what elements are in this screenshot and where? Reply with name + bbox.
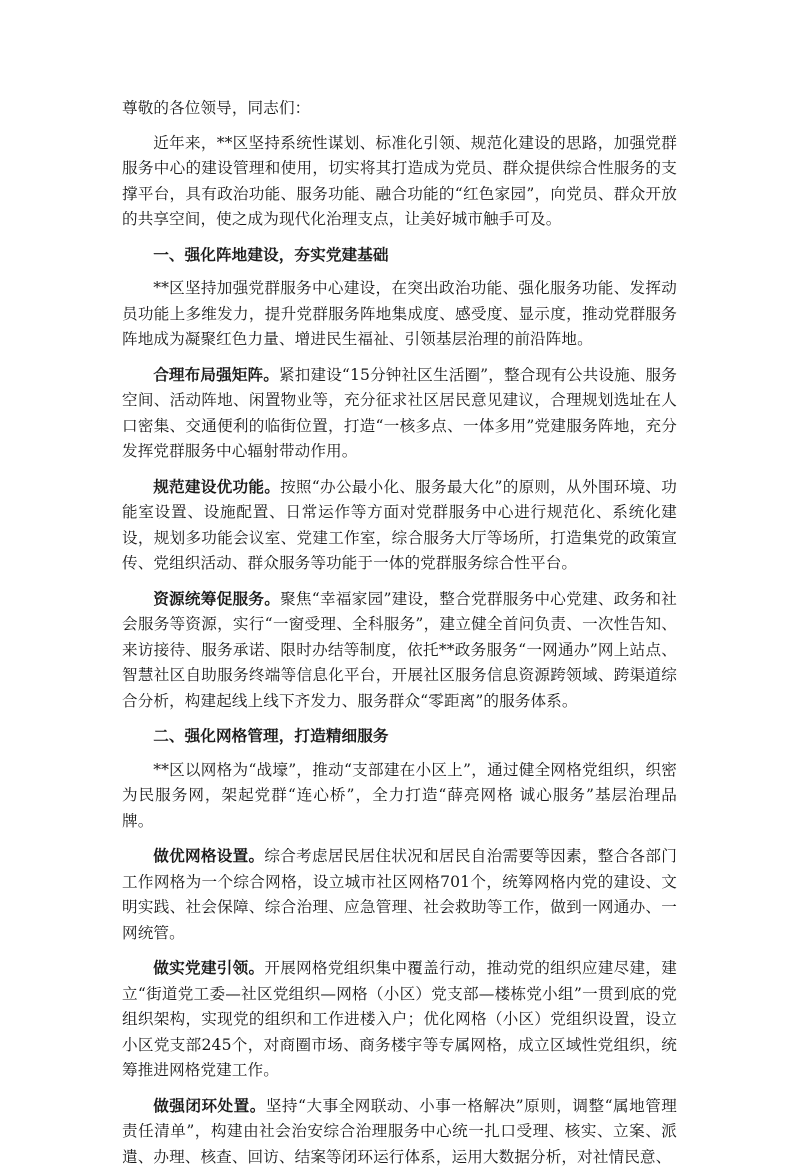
item-text: 坚持“大事全网联动、小事一格解决”原则，调整“属地管理责任清单”，构建由社会治安综合治理服务中心统一扎口受理、核实、立案、派遣、办理、核查、回访、结案等闭环运行体系，运用大数据分析，对社情民意、: [122, 1097, 677, 1166]
section-1-item-3: [122, 586, 677, 715]
item-text: 按照“办公最小化、服务最大化”的原则，从外围环境、功能室设置、设施配置、日常运作等方面对党群服务中心进行规范化、系统化建设，规划多功能会议室、党建工作室，综合服务大厅等场所，打造集党的政策宣传、党组织活动、群众服务等功能于一体的党群服务综合性平台。: [122, 478, 677, 573]
item-text: 紧扣建设“15分钟社区生活圈”，整合现有公共设施、服务空间、活动阵地、闲置物业等，充分征求社区居民意见建议，合理规划选址在人口密集、交通便利的临街位置，打造“一核多点、一体多用”党建服务阵地，充分发挥党群服务中心辐射带动作用。: [122, 366, 677, 461]
item-lead: 做实党建引领。: [153, 958, 264, 977]
item-text: 开展网格党组织集中覆盖行动，推动党的组织应建尽建，建立“街道党工委—社区党组织—网格（小区）党支部—楼栋党小组”一贯到底的党组织架构，实现党的组织和工作进楼入户；优化网格（小区）党组织设置，设立小区党支部245个，对商圈市场、商务楼宇等专属网格，成立区域性党组织，统筹推进网格党建工作。: [122, 959, 677, 1079]
item-text: 聚焦“幸福家园”建设，整合党群服务中心党建、政务和社会服务等资源，实行“一窗受理、全科服务”，建立健全首问负责、一次性告知、来访接待、服务承诺、限时办结等制度，依托**政务服务“一网通办”网上站点、智慧社区自助服务终端等信息化平台，开展社区服务信息资源跨领域、跨渠道综合分析，构建起线上线下齐发力、服务群众“零距离”的服务体系。: [122, 590, 677, 710]
section-heading-2: 二、强化网格管理，打造精细服务: [122, 723, 677, 749]
item-text: 综合考虑居民居住状况和居民自治需要等因素，整合各部门工作网格为一个综合网格，设立城市社区网格701个，统筹网格内党的建设、文明实践、社会保障、综合治理、应急管理、社会救助等工作，做到一网通办、一网统管。: [122, 847, 677, 942]
item-lead: 规范建设优功能。: [153, 477, 280, 496]
section-1-summary: **区坚持加强党群服务中心建设，在突出政治功能、强化服务功能、发挥动员功能上多维发力，提升党群服务阵地集成度、感受度、显示度，推动党群服务阵地成为凝聚红色力量、增进民生福祉、引领基层治理的前沿阵地。: [122, 276, 677, 353]
section-1-item-1: [122, 362, 677, 465]
item-lead: 资源统筹促服务。: [153, 589, 280, 608]
section-2-item-3: [122, 1093, 677, 1170]
item-lead: 做优网格设置。: [153, 846, 264, 865]
speech-body: [122, 96, 677, 1170]
section-heading-1: 一、强化阵地建设，夯实党建基础: [122, 242, 677, 268]
section-2-item-1: [122, 843, 677, 946]
section-2-item-2: [122, 955, 677, 1084]
intro-paragraph: 近年来，**区坚持系统性谋划、标准化引领、规范化建设的思路，加强党群服务中心的建设管理和使用，切实将其打造成为党员、群众提供综合性服务的支撑平台，具有政治功能、服务功能、融合功能的“红色家园”，向党员、群众开放的共享空间，使之成为现代化治理支点，让美好城市触手可及。: [122, 131, 677, 233]
section-2-summary: **区以网格为“战壕”，推动“支部建在小区上”，通过健全网格党组织，织密为民服务网，架起党群“连心桥”，全力打造“薛亮网格 诚心服务”基层治理品牌。: [122, 758, 677, 835]
section-1-item-2: [122, 474, 677, 577]
item-lead: 做强闭环处置。: [153, 1096, 266, 1115]
item-lead: 合理布局强矩阵。: [153, 365, 279, 384]
salutation: 尊敬的各位领导，同志们：: [122, 96, 677, 122]
